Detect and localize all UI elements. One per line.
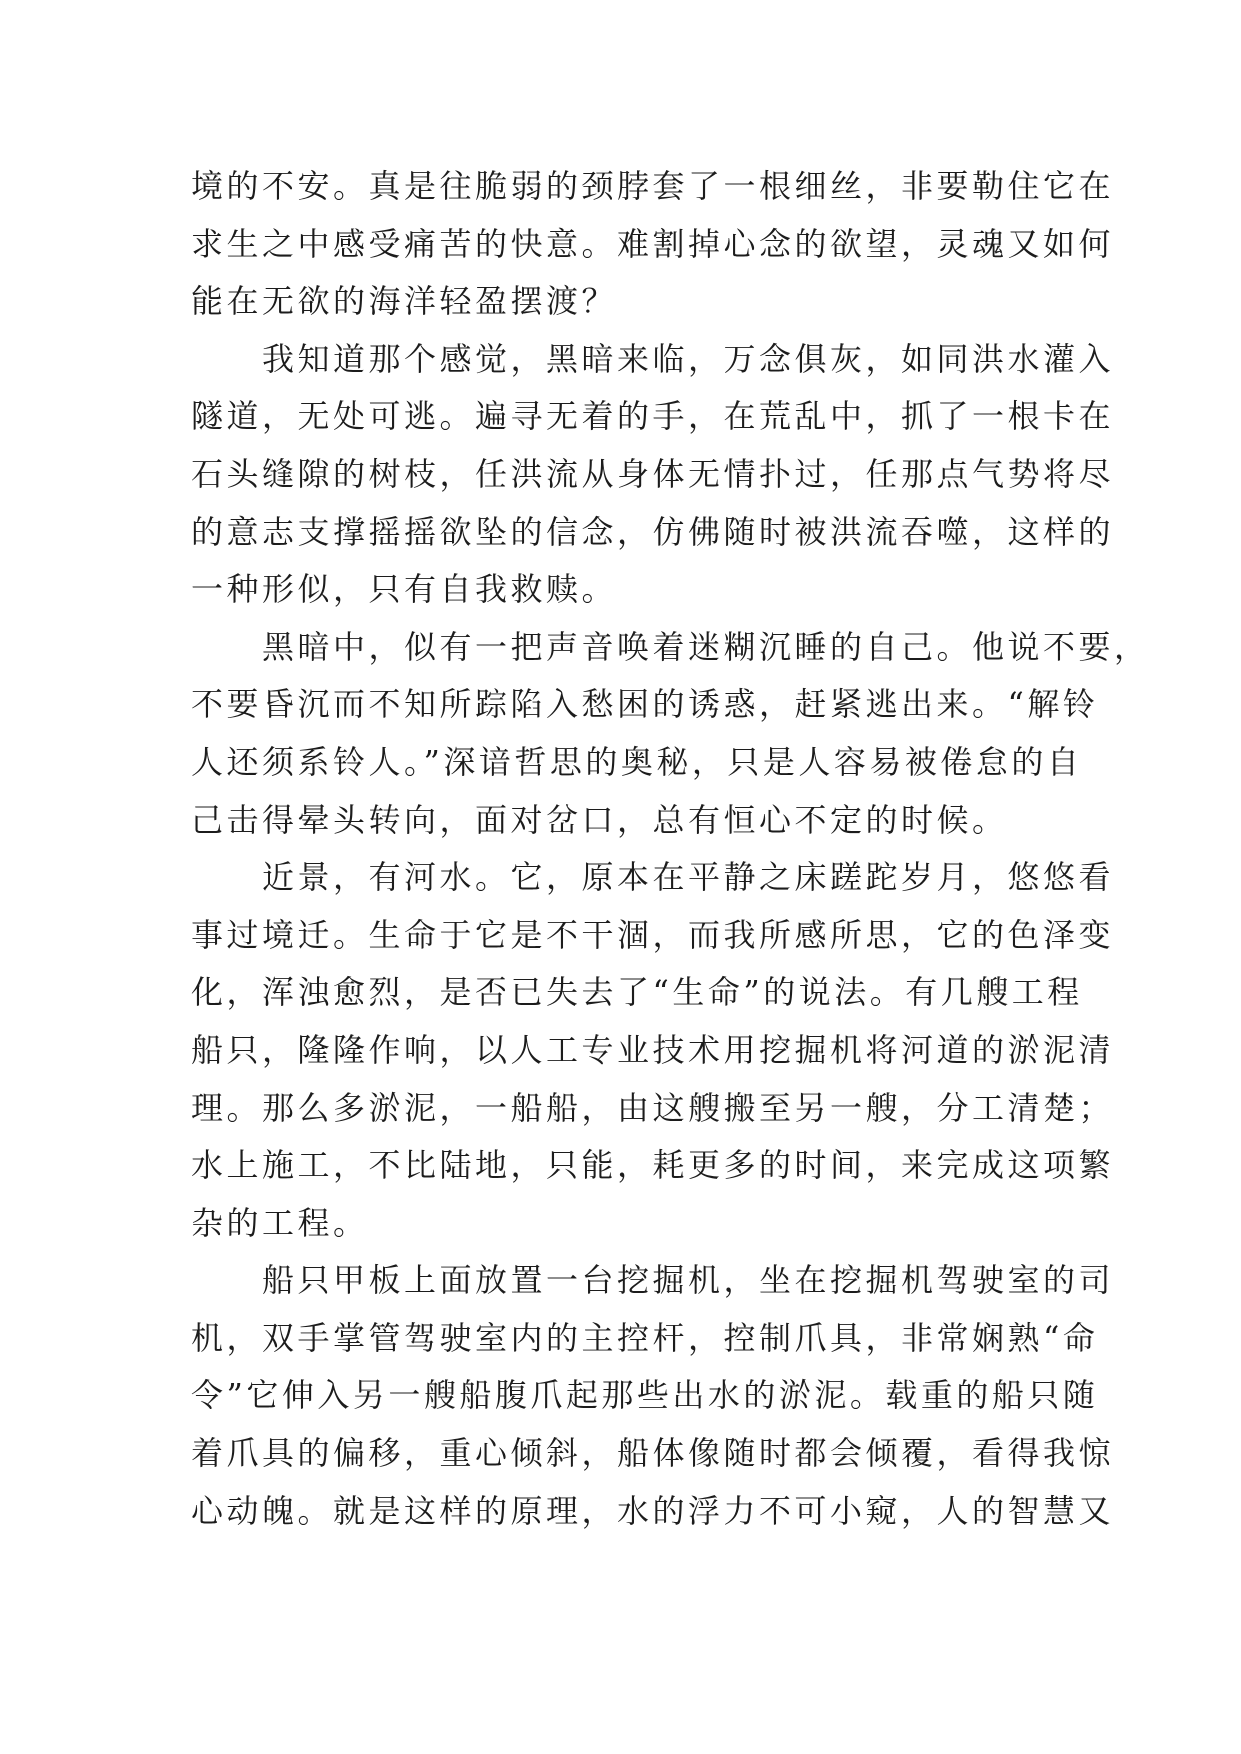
text-line: 隧道，无处可逃。遍寻无着的手，在荒乱中，抓了一根卡在 (191, 397, 1115, 436)
text-line: 己击得晕头转向，面对岔口，总有恒心不定的时候。 (191, 800, 1008, 839)
text-line: 人还须系铃人。”深谙哲思的奥秘，只是人容易被倦怠的自 (191, 742, 1083, 781)
text-line: 近景，有河水。它，原本在平静之床蹉跎岁月，悠悠看 (191, 858, 1115, 897)
text-line: 不要昏沉而不知所踪陷入愁困的诱惑，赶紧逃出来。“解铃 (191, 685, 1099, 724)
text-line: 黑暗中，似有一把声音唤着迷糊沉睡的自己。他说不要， (191, 627, 1150, 666)
text-line: 水上施工，不比陆地，只能，耗更多的时间，来完成这项繁 (191, 1146, 1115, 1185)
text-line: 心动魄。就是这样的原理，水的浮力不可小窥，人的智慧又 (191, 1491, 1115, 1530)
text-line: 的意志支撑摇摇欲坠的信念，仿佛随时被洪流吞噬，这样的 (191, 512, 1115, 551)
text-line: 着爪具的偏移，重心倾斜，船体像随时都会倾覆，看得我惊 (191, 1434, 1115, 1473)
text-line: 化，浑浊愈烈，是否已失去了“生命”的说法。有几艘工程 (191, 973, 1083, 1012)
body-text (191, 158, 1150, 1540)
text-line: 杂的工程。 (191, 1203, 369, 1242)
text-line: 石头缝隙的树枝，任洪流从身体无情扑过，任那点气势将尽 (191, 454, 1115, 493)
text-line: 境的不安。真是往脆弱的颈脖套了一根细丝，非要勒住它在 (191, 167, 1115, 205)
text-line: 令”它伸入另一艘船腹爪起那些出水的淤泥。载重的船只随 (191, 1376, 1099, 1415)
text-line: 求生之中感受痛苦的快意。难割掉心念的欲望，灵魂又如何 (191, 224, 1115, 263)
text-line: 船只甲板上面放置一台挖掘机，坐在挖掘机驾驶室的司 (191, 1261, 1115, 1300)
text-line: 事过境迁。生命于它是不干涸，而我所感所思，它的色泽变 (191, 915, 1115, 954)
text-line: 我知道那个感觉，黑暗来临，万念俱灰，如同洪水灌入 (191, 339, 1115, 378)
text-line: 理。那么多淤泥，一船船，由这艘搬至另一艘，分工清楚； (191, 1088, 1115, 1127)
text-line: 能在无欲的海洋轻盈摆渡？ (191, 282, 618, 321)
text-line: 机，双手掌管驾驶室内的主控杆，控制爪具，非常娴熟“命 (191, 1318, 1099, 1357)
text-line: 一种形似，只有自我救赎。 (191, 570, 618, 609)
text-line: 船只，隆隆作响，以人工专业技术用挖掘机将河道的淤泥清 (191, 1030, 1115, 1069)
